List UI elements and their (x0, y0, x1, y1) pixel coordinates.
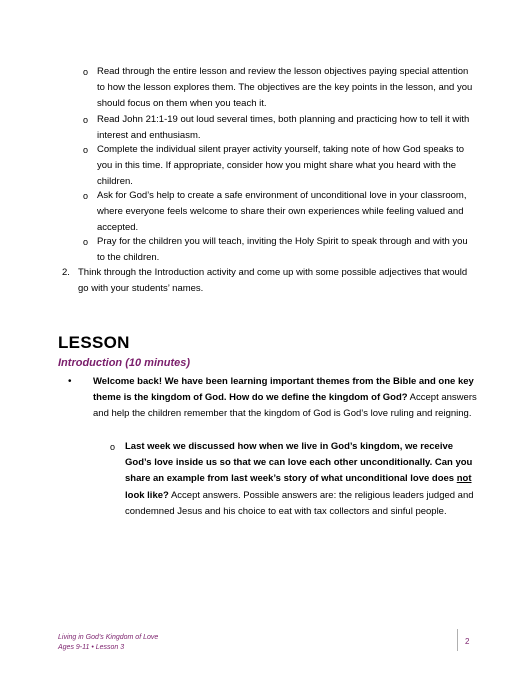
dot-bullet-icon: • (68, 376, 72, 387)
circle-bullet-icon: o (83, 191, 89, 201)
welcome-bold-text: Welcome back! We have been learning important themes from the Bible and one key theme is the kingdom of God. How do we define the kingdom of God? (93, 376, 474, 404)
prep-item-text: Read John 21:1-19 out loud several times, both planning and practicing how to tell it with interest and enthusiasm. (97, 114, 470, 142)
step-text: Think through the Introduction activity and come up with some possible adjectives that would go with your students’ names. (78, 267, 468, 295)
prep-item-text: Ask for God’s help to create a safe environment of unconditional love in your classroom, where everyone feels welcome to share their own experiences while feeling valued and accepted. (97, 190, 467, 234)
prep-item-5 (83, 234, 477, 266)
prep-item-4 (83, 188, 477, 237)
circle-bullet-icon: o (83, 115, 89, 125)
prep-item-2 (83, 112, 477, 144)
prep-item-text: Pray for the children you will teach, inviting the Holy Spirit to speak through and with you to the children. (97, 236, 468, 264)
circle-bullet-icon: o (83, 145, 89, 155)
step-number: 2. (62, 267, 70, 278)
page-number: 2 (465, 637, 470, 646)
prep-item-text: Read through the entire lesson and review the lesson objectives paying special attention to how the lesson explores them. The objectives are the key points in the lesson, and you should focus on them when you teach it. (97, 66, 473, 110)
welcome-bullet (68, 374, 483, 423)
last-week-bold-text-2: look like? (125, 489, 169, 501)
footer-title (58, 633, 158, 653)
last-week-bullet (110, 439, 480, 520)
last-week-underlined-word: not (456, 473, 472, 485)
last-week-bold-text: Last week we discussed how when we live in God’s kingdom, we receive God’s love inside us so that we can love each other unconditionally. Can you share an example from last week’s story of what unconditional love does (125, 441, 473, 485)
prep-item-3 (83, 142, 477, 191)
footer-lesson-info: Ages 9-11 • Lesson 3 (58, 644, 125, 651)
circle-bullet-icon: o (110, 442, 116, 452)
welcome-rest-text: Accept answers and help the children remember that the kingdom of God is God’s love ruling and reigning. (93, 392, 477, 420)
footer-divider (457, 629, 458, 651)
numbered-step-2 (62, 265, 478, 297)
last-week-rest-text: Accept answers. Possible answers are: the religious leaders judged and condemned Jesus and his choice to eat with tax collectors and sinful people. (125, 489, 474, 517)
footer-course-title: Living in God’s Kingdom of Love (58, 634, 159, 641)
introduction-subheading: Introduction (10 minutes) (58, 357, 190, 369)
lesson-heading: LESSON (58, 333, 130, 352)
prep-item-1 (83, 64, 477, 113)
prep-item-text: Complete the individual silent prayer activity yourself, taking note of how God speaks to you in this time. If appropriate, consider how you might share what you heard with the children. (97, 144, 464, 188)
circle-bullet-icon: o (83, 237, 89, 247)
circle-bullet-icon: o (83, 67, 89, 77)
